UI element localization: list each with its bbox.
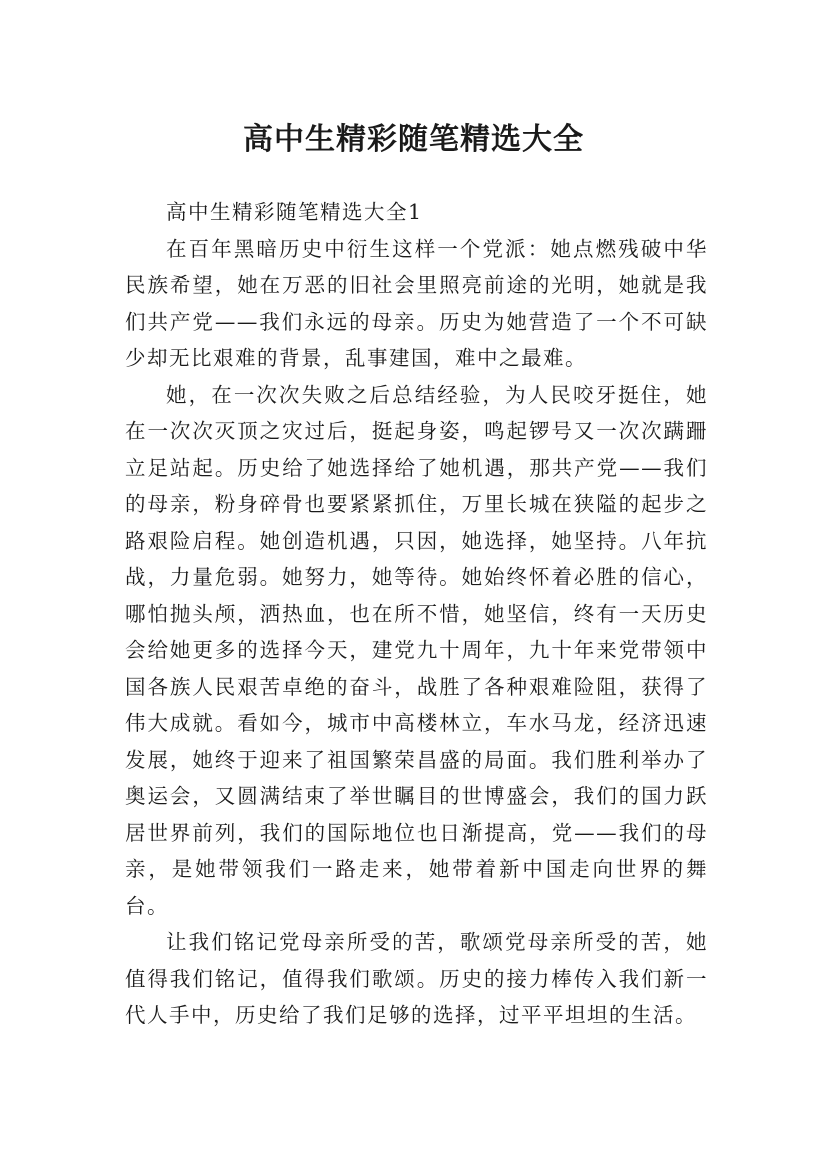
section-heading: 高中生精彩随笔精选大全1 <box>166 200 423 224</box>
document-title: 高中生精彩随笔精选大全 <box>243 122 584 158</box>
paragraph: 在百年黑暗历史中衍生这样一个党派：她点燃残破中华民族希望，她在万恶的旧社会里照亮前途的光明，她就是我们共产党——我们永远的母亲。历史为她营造了一个不可缺少却无比艰难的背景，乱事建国，难中之最难。 <box>125 236 708 370</box>
document-body <box>125 194 708 1034</box>
paragraph: 她，在一次次失败之后总结经验，为人民咬牙挺住，她在一次次灭顶之灾过后，挺起身姿，鸣起锣号又一次次蹒跚立足站起。历史给了她选择给了她机遇，那共产党——我们的母亲，粉身碎骨也要紧紧抓住，万里长城在狭隘的起步之路艰险启程。她创造机遇，只因，她选择，她坚持。八年抗战，力量危弱。她努力，她等待。她始终怀着必胜的信心，哪怕抛头颅，洒热血，也在所不惜，她坚信，终有一天历史会给她更多的选择今天，建党九十周年，九十年来党带领中国各族人民艰苦卓绝的奋斗，战胜了各种艰难险阻，获得了伟大成就。看如今，城市中高楼林立，车水马龙，经济迅速发展，她终于迎来了祖国繁荣昌盛的局面。我们胜利举办了奥运会，又圆满结束了举世瞩目的世博盛会，我们的国力跃居世界前列，我们的国际地位也日渐提高，党——我们的母亲，是她带领我们一路走来，她带着新中国走向世界的舞台。 <box>125 382 708 918</box>
paragraph: 让我们铭记党母亲所受的苦，歌颂党母亲所受的苦，她值得我们铭记，值得我们歌颂。历史的接力棒传入我们新一代人手中，历史给了我们足够的选择，过平平坦坦的生活。 <box>125 930 708 1027</box>
